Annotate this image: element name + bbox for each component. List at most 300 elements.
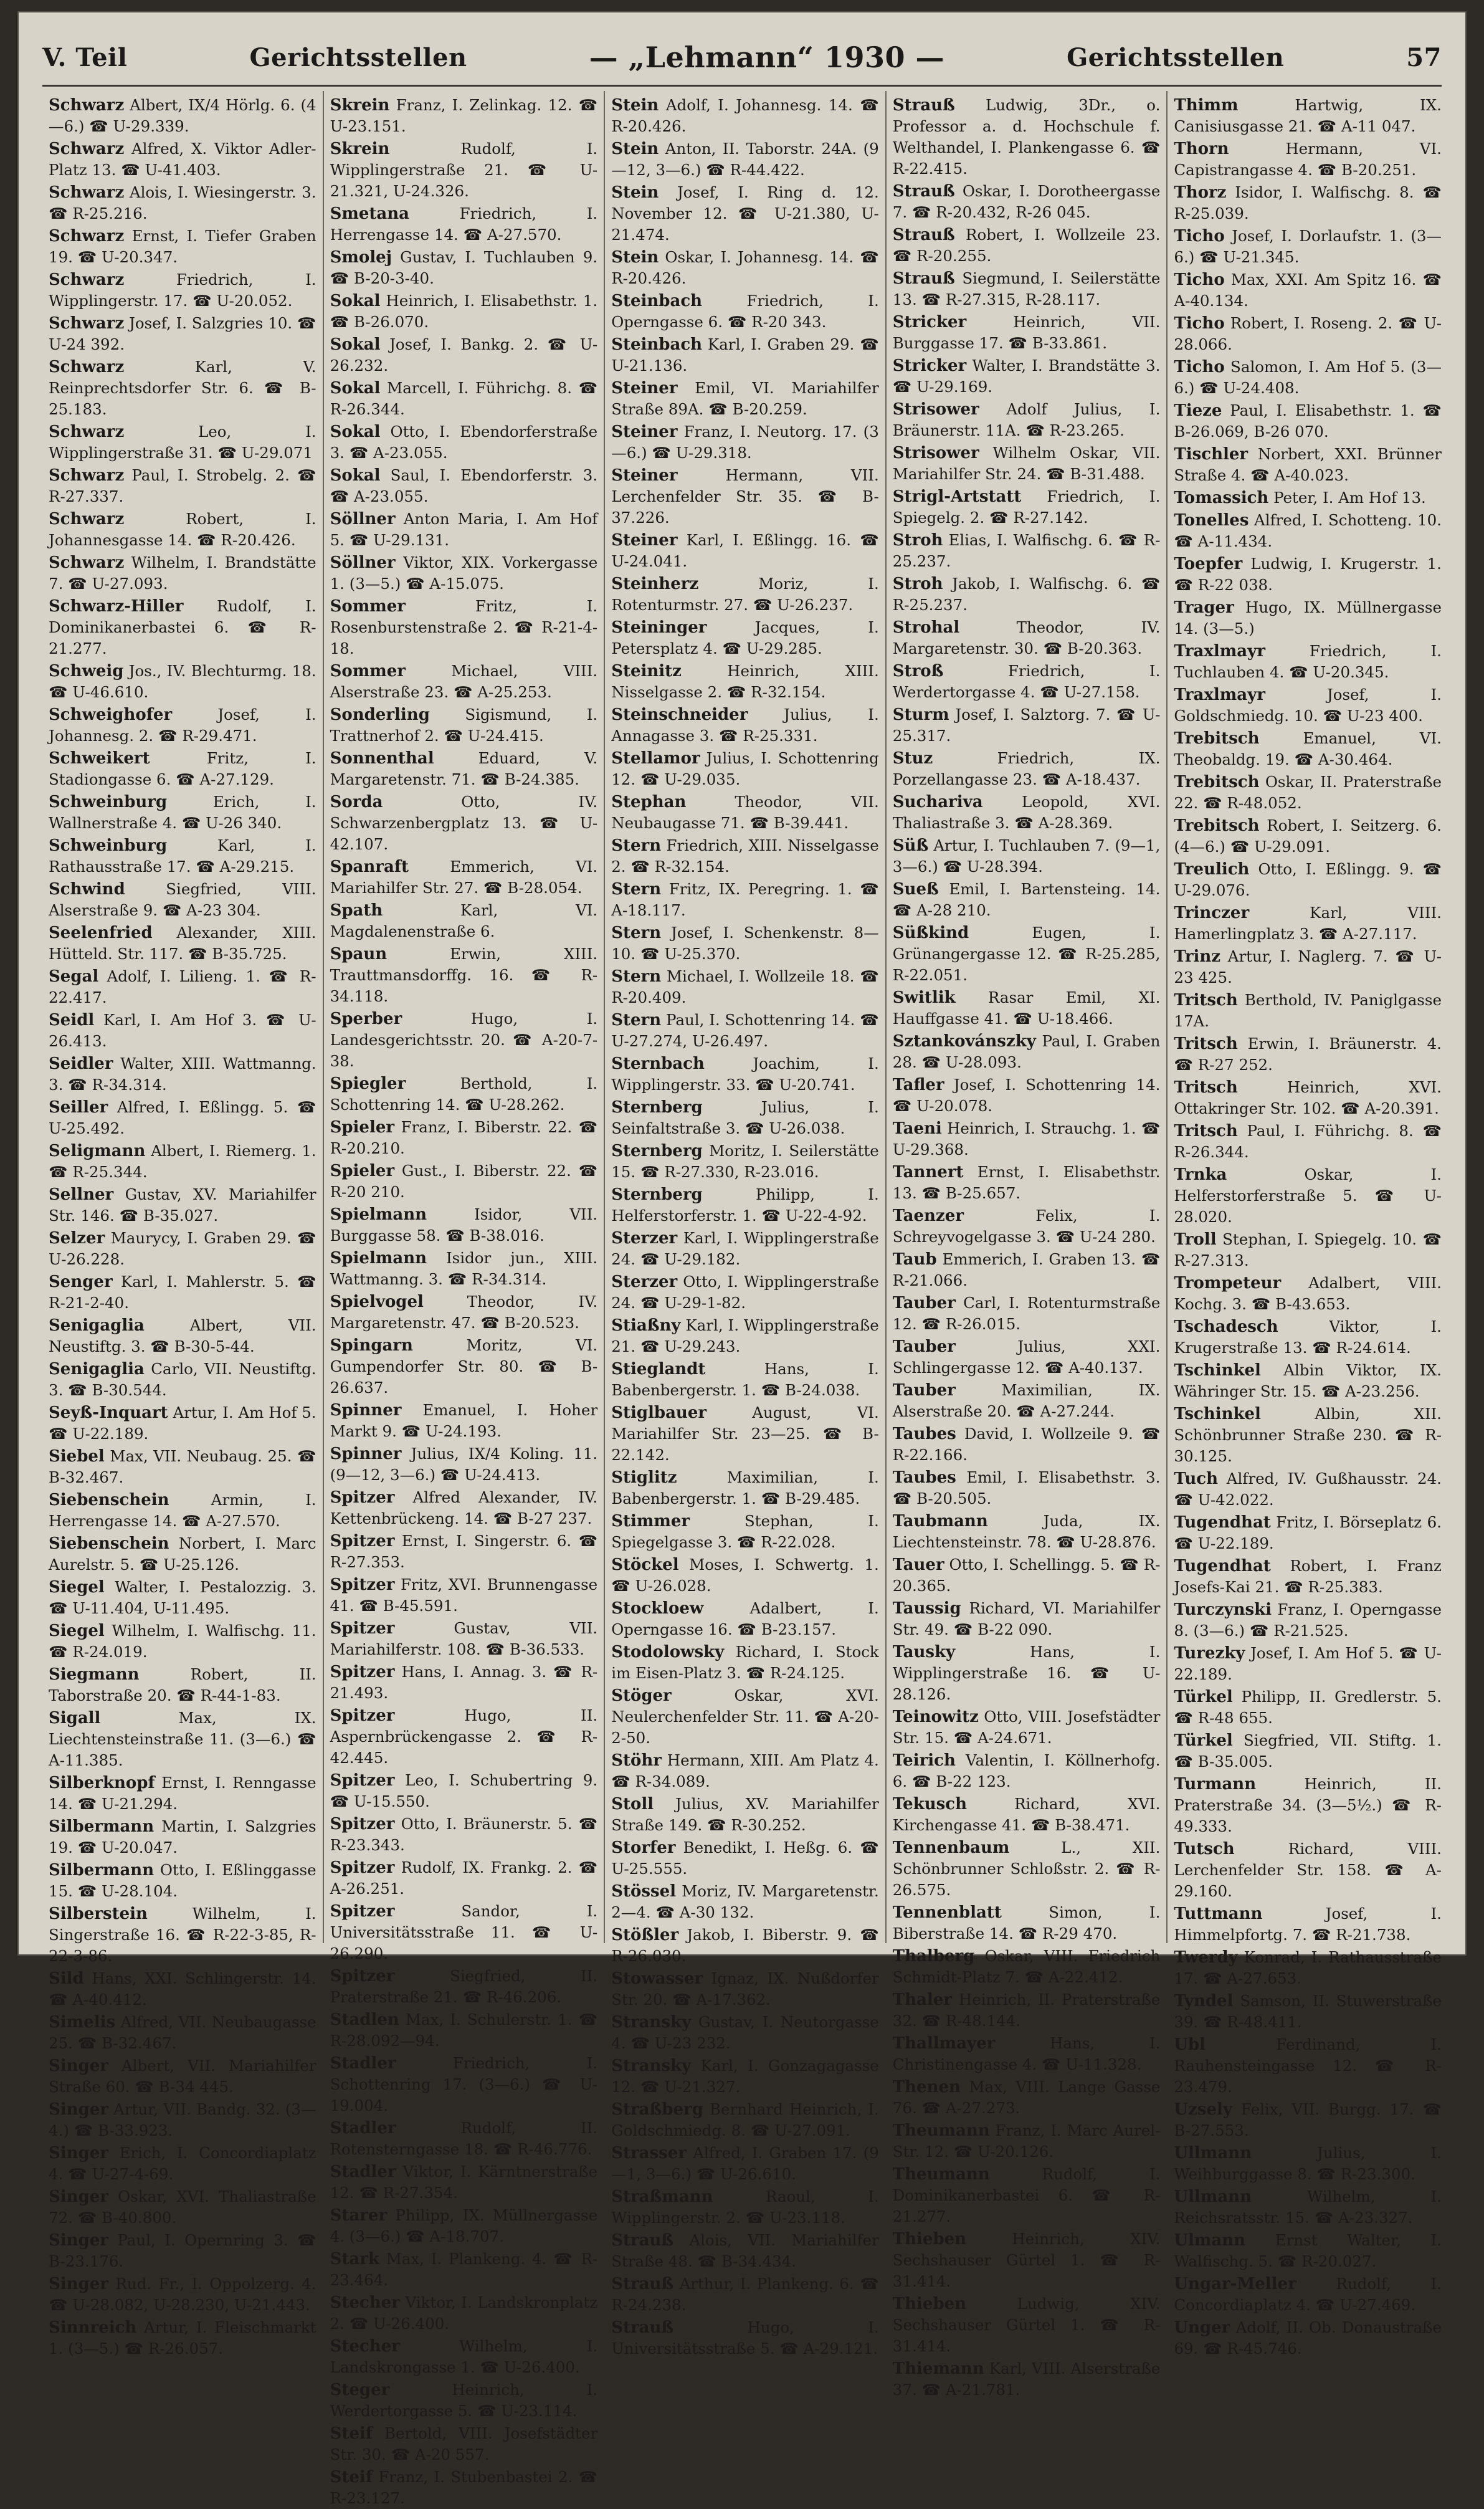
entry-surname: Söllner	[330, 553, 396, 572]
entry-surname: Turmann	[1174, 1775, 1257, 1794]
entry-surname: Thalberg	[892, 1947, 975, 1966]
entry-surname: Schwarz	[49, 96, 125, 115]
entry-details: Siegfried, II. Praterstraße 21. ☎ R-46.206.	[330, 1967, 598, 2006]
entry-details: Fritz, XVI. Brunnengasse 41. ☎ B-45.591.	[330, 1575, 598, 1615]
directory-entry	[330, 661, 598, 703]
directory-entry	[330, 2379, 598, 2422]
entry-details: Franz, I. Stubenbastei 2. ☎ R-23.127.	[330, 2468, 598, 2507]
entry-details: Oskar, XVI. Thaliastraße 72. ☎ B-40.800.	[49, 2187, 316, 2227]
directory-entry	[1174, 444, 1442, 486]
directory-entry	[49, 226, 316, 268]
entry-surname: Thorn	[1174, 140, 1229, 158]
directory-entry	[330, 1901, 598, 1964]
directory-entry	[330, 1661, 598, 1704]
directory-entry	[893, 399, 1161, 441]
directory-entry	[611, 1642, 879, 1684]
entry-surname: Tauber	[892, 1381, 956, 1400]
directory-entry	[1174, 990, 1442, 1032]
entry-details: Sandor, I. Universitätsstraße 11. ☎ U-26.290.	[330, 1902, 598, 1962]
entry-details: Leo, I. Schubertring 9. ☎ U-15.550.	[330, 1771, 598, 1810]
entry-details: Konrad, I. Rathausstraße 17. ☎ A-27.653.	[1174, 1948, 1442, 1987]
directory-entry	[1174, 1947, 1442, 1989]
directory-entry	[1174, 1643, 1442, 1685]
entry-details: Otto, I. Bräunerstr. 5. ☎ R-23.343.	[330, 1815, 598, 1854]
entry-surname: Spitzer	[330, 1532, 395, 1551]
entry-surname: Trager	[1174, 598, 1234, 617]
directory-entry	[611, 879, 879, 921]
entry-details: Rudolf, I. Dominikanerbastei 6. ☎ R-21.277.	[49, 597, 316, 657]
directory-entry	[1174, 1273, 1442, 1315]
entry-details: Karl, V. Reinprechtsdorfer Str. 6. ☎ B-25.183.	[49, 358, 316, 418]
entry-surname: Sperber	[330, 1010, 402, 1028]
entry-details: Albin Viktor, IX. Währinger Str. 15. ☎ A-23.256.	[1174, 1361, 1442, 1400]
directory-entry	[330, 1770, 598, 1812]
entry-surname: Spieler	[330, 1162, 395, 1180]
entry-details: Friedrich, I. Operngasse 6. ☎ R-20 343.	[611, 292, 879, 331]
entry-surname: Türkel	[1174, 1688, 1233, 1706]
entry-surname: Tugendhat	[1174, 1513, 1271, 1532]
entry-surname: Skrein	[330, 96, 390, 115]
entry-surname: Stein	[611, 183, 659, 202]
directory-entry	[1174, 684, 1442, 727]
entry-surname: Silbermann	[49, 1817, 155, 1836]
entry-details: Michael, I. Wollzeile 18. ☎ R-20.409.	[611, 967, 879, 1006]
column-4	[887, 91, 1168, 2399]
entry-surname: Sinnreich	[49, 2318, 137, 2337]
directory-entry	[330, 2423, 598, 2465]
entry-surname: Stadler	[330, 2054, 396, 2073]
entry-surname: Tennenbaum	[892, 1838, 1010, 1857]
entry-surname: Stellamor	[611, 749, 700, 768]
entry-details: Stephan, I. Spiegelgasse 3. ☎ R-22.028.	[611, 1512, 879, 1551]
entry-details: Theodor, IV. Margaretenstr. 30. ☎ B-20.363.	[892, 618, 1161, 657]
directory-entry	[893, 1750, 1161, 1792]
directory-entry	[893, 2076, 1161, 2119]
entry-details: Ignaz, IX. Nußdorfer Str. 20. ☎ A-17.362.	[611, 1969, 879, 2009]
entry-surname: Ticho	[1174, 314, 1225, 333]
directory-entry	[611, 1554, 879, 1597]
entry-details: Heinrich, II. Praterstraße 34. (3—5½.) ☎ R-49.333.	[1174, 1775, 1442, 1835]
entry-surname: Silberknopf	[49, 1774, 155, 1792]
entry-surname: Stiglbauer	[611, 1403, 707, 1422]
entry-details: Oskar, I. Helferstorferstraße 5. ☎ U-28.020.	[1174, 1165, 1442, 1226]
directory-entry	[611, 2273, 879, 2316]
entry-details: Otto, I. Schellingg. 5. ☎ R-20.365.	[892, 1556, 1161, 1595]
entry-surname: Trebitsch	[1174, 729, 1260, 748]
entry-details: Franz, I. Operngasse 8. (3—6.) ☎ R-21.525.	[1174, 1600, 1442, 1640]
entry-surname: Tuttmann	[1174, 1904, 1263, 1923]
entry-details: Erich, I. Concordiaplatz 4. ☎ U-27-4-69.	[49, 2144, 316, 2183]
entry-surname: Tafler	[892, 1076, 944, 1094]
directory-entry	[330, 2467, 598, 2509]
entry-surname: Trebitsch	[1174, 773, 1260, 791]
entry-details: Heinrich, I. Strauchg. 1. ☎ U-29.368.	[892, 1119, 1161, 1159]
directory-entry	[330, 1204, 598, 1246]
entry-details: Bernhard Heinrich, I. Goldschmiedg. 8. ☎ U-27.091.	[611, 2100, 879, 2139]
entry-details: Max, VII. Neubaug. 25. ☎ B-32.467.	[49, 1447, 316, 1486]
entry-surname: Stiglitz	[611, 1468, 677, 1487]
entry-surname: Spitzer	[330, 1967, 395, 1986]
entry-surname: Stecher	[330, 2293, 400, 2312]
entry-details: Josef, I. Ring d. 12. November 12. ☎ U-21.380, U-21.474.	[611, 183, 879, 244]
entry-surname: Stern	[611, 880, 662, 899]
entry-surname: Thallmayer	[892, 2034, 996, 2053]
running-title-left: Gerichtsstellen	[249, 42, 467, 72]
directory-entry	[1174, 95, 1442, 137]
directory-entry	[893, 1794, 1161, 1836]
entry-details: Siegfried, VII. Stiftg. 1. ☎ B-35.005.	[1174, 1731, 1442, 1771]
directory-entry	[893, 1467, 1161, 1509]
entry-details: Emanuel, VI. Theobaldg. 19. ☎ A-30.464.	[1174, 729, 1442, 768]
entry-surname: Tauber	[892, 1294, 956, 1312]
directory-entry	[611, 1968, 879, 2010]
directory-entry	[893, 791, 1161, 834]
directory-entry	[49, 704, 316, 747]
entry-surname: Silbermann	[49, 1861, 155, 1880]
entry-details: Theodor, IV. Margaretenstr. 47. ☎ B-20.523.	[330, 1293, 598, 1332]
directory-entry	[1174, 1164, 1442, 1228]
entry-surname: Tritsch	[1174, 1122, 1238, 1140]
entry-surname: Sueß	[892, 880, 939, 899]
directory-entry	[49, 2230, 316, 2272]
entry-surname: Steinschneider	[611, 705, 748, 724]
entry-details: Anton Maria, I. Am Hof 5. ☎ U-29.131.	[330, 510, 598, 549]
entry-details: Josef, I. Johannesg. 2. ☎ R-29.471.	[49, 705, 316, 745]
entry-details: Hans, I. Christinengasse 4. ☎ U-11.328.	[892, 2034, 1161, 2073]
directory-entry	[49, 1708, 316, 1771]
directory-entry	[611, 1402, 879, 1466]
entry-details: Stephan, I. Spiegelg. 10. ☎ R-27.313.	[1174, 1230, 1442, 1269]
directory-entry	[1174, 2186, 1442, 2229]
entry-details: Richard, I. Stock im Eisen-Platz 3. ☎ R-24.125.	[611, 1643, 879, 1682]
entry-surname: Strisower	[892, 444, 979, 462]
entry-surname: Singer	[49, 2187, 108, 2206]
entry-details: Julius, I. Seinfaltstraße 3. ☎ U-26.038.	[611, 1098, 879, 1137]
entry-surname: Strohal	[892, 618, 960, 637]
entry-surname: Selzer	[49, 1229, 105, 1248]
entry-details: Moriz, I. Rotenturmstr. 27. ☎ U-26.237.	[611, 575, 879, 614]
entry-details: Richard, XVI. Kirchengasse 41. ☎ B-38.471.	[892, 1795, 1161, 1834]
entry-details: Franz, I. Marc Aurel-Str. 12. ☎ U-20.126.	[892, 2121, 1161, 2161]
entry-surname: Strisower	[892, 400, 979, 419]
entry-surname: Sommer	[330, 597, 406, 616]
entry-surname: Stark	[330, 2250, 379, 2268]
entry-details: Robert, II. Taborstraße 20. ☎ R-44-1-83.	[49, 1665, 316, 1704]
entry-details: Norbert, XXI. Brünner Straße 4. ☎ A-40.023.	[1174, 445, 1442, 484]
directory-entry	[330, 900, 598, 942]
entry-details: Wilhelm, I. Walfischg. 11. ☎ R-24.019.	[49, 1622, 316, 1661]
directory-entry	[330, 2053, 598, 2116]
entry-details: Gustav, XV. Mariahilfer Str. 146. ☎ B-35.027.	[49, 1185, 316, 1225]
entry-details: Alfred, X. Viktor Adler-Platz 13. ☎ U-41.403.	[49, 140, 316, 179]
entry-surname: Stadlen	[330, 2010, 399, 2029]
entry-details: Adolf, I. Johannesg. 14. ☎ R-20.426.	[611, 96, 879, 135]
entry-details: Franz, I. Zelinkag. 12. ☎ U-23.151.	[330, 96, 598, 135]
entry-details: Erich, I. Wallnerstraße 4. ☎ U-26 340.	[49, 793, 316, 832]
entry-details: Hugo, I. Landesgerichtsstr. 20. ☎ A-20-7-38.	[330, 1010, 598, 1070]
entry-details: Friedrich, I. Tuchlauben 4. ☎ U-20.345.	[1174, 642, 1442, 681]
directory-entry	[49, 356, 316, 420]
entry-details: Felix, I. Schreyvogelgasse 3. ☎ U-24 280.	[892, 1207, 1161, 1246]
entry-details: Oskar, I. Dorotheergasse 7. ☎ R-20.432, R-26 045.	[892, 182, 1161, 221]
directory-entry	[330, 944, 598, 1007]
directory-entry	[611, 2055, 879, 2098]
entry-details: Karl, VIII. Hamerlingplatz 3. ☎ A-27.117.	[1174, 904, 1442, 943]
entry-details: Marcell, I. Führichg. 8. ☎ R-26.344.	[330, 379, 598, 418]
entry-details: Siegmund, I. Seilerstätte 13. ☎ R-27.315, R-28.117.	[892, 269, 1161, 308]
entry-details: Josef, I. Salztorg. 7. ☎ U-25.317.	[892, 705, 1161, 745]
entry-details: Heinrich, XIII. Nisselgasse 2. ☎ R-32.154.	[611, 662, 879, 701]
entry-surname: Schwarz	[49, 358, 125, 376]
directory-entry	[1174, 728, 1442, 770]
entry-surname: Tieze	[1174, 401, 1222, 420]
entry-details: Max, I. Plankeng. 4. ☎ R-23.464.	[330, 2250, 598, 2289]
directory-entry	[1174, 902, 1442, 945]
entry-surname: Steinbach	[611, 335, 703, 354]
directory-entry	[330, 2249, 598, 2291]
entry-surname: Seyß-Inquart	[49, 1403, 168, 1422]
directory-entry	[893, 1554, 1161, 1597]
entry-details: Hans, I. Wipplingerstraße 16. ☎ U-28.126.	[892, 1643, 1161, 1703]
entry-surname: Simelis	[49, 2013, 116, 2032]
directory-entry	[893, 1642, 1161, 1705]
directory-entry	[330, 2009, 598, 2052]
entry-surname: Traxlmayr	[1174, 642, 1265, 661]
entry-surname: Strauß	[892, 269, 955, 288]
entry-details: Heinrich, II. Praterstraße 32. ☎ R-48.144.	[892, 1990, 1161, 2030]
entry-details: Karl, VIII. Alserstraße 37. ☎ A-21.781.	[892, 2359, 1161, 2399]
entry-surname: Sommer	[330, 662, 406, 681]
entry-details: Oskar, I. Johannesg. 14. ☎ R-20.426.	[611, 248, 879, 287]
directory-entry	[1174, 1229, 1442, 1271]
directory-entry	[611, 1685, 879, 1749]
entry-surname: Senigaglia	[49, 1316, 145, 1335]
entry-surname: Steiner	[611, 423, 678, 441]
directory-entry	[1174, 1512, 1442, 1554]
entry-details: Max, IX. Liechtensteinstraße 11. (3—6.) ☎ A-11.385.	[49, 1709, 316, 1769]
directory-entry	[893, 1423, 1161, 1466]
directory-entry	[893, 1162, 1161, 1204]
entry-surname: Stern	[611, 836, 662, 855]
entry-details: Emil, VI. Mariahilfer Straße 89A. ☎ B-20.259.	[611, 379, 879, 418]
entry-details: Wilhelm, I. Singerstraße 16. ☎ R-22-3-85, R-22-3-86.	[49, 1904, 316, 1965]
entry-details: Rudolf, I. Dominikanerbastei 6. ☎ R-21.277.	[892, 2165, 1161, 2225]
entry-surname: Sterzer	[611, 1229, 678, 1248]
entry-surname: Schwarz-Hiller	[49, 597, 184, 616]
directory-entry	[893, 355, 1161, 398]
entry-surname: Tannert	[892, 1163, 964, 1182]
directory-entry	[893, 835, 1161, 877]
entry-surname: Silberstein	[49, 1904, 148, 1923]
directory-entry	[1174, 1077, 1442, 1119]
entry-surname: Twerdy	[1174, 1948, 1238, 1967]
entry-details: Adalbert, I. Operngasse 16. ☎ B-23.157.	[611, 1599, 879, 1638]
entry-details: Rud. Fr., I. Oppolzerg. 4. ☎ U-28.082, U-28.230, U-21.443.	[49, 2275, 316, 2314]
directory-entry	[1174, 1903, 1442, 1946]
directory-entry	[1174, 510, 1442, 552]
entry-details: Oskar, XVI. Neulerchenfelder Str. 11. ☎ A-20-2-50.	[611, 1686, 879, 1747]
entry-surname: Stössel	[611, 1882, 677, 1901]
entry-details: L., XII. Schönbrunner Schloßstr. 2. ☎ R-26.575.	[892, 1838, 1161, 1899]
directory-entry	[1174, 641, 1442, 683]
entry-details: David, I. Wollzeile 9. ☎ R-22.166.	[892, 1425, 1161, 1464]
entry-surname: Thaler	[892, 1990, 952, 2009]
entry-surname: Süßkind	[892, 924, 969, 942]
entry-details: Hans, I. Babenbergerstr. 1. ☎ B-24.038.	[611, 1360, 879, 1399]
entry-details: Viktor, I. Landskronplatz 2. ☎ U-26.400.	[330, 2293, 598, 2333]
entry-details: Walter, I. Pestalozzig. 3. ☎ U-11.404, U-11.495.	[49, 1578, 316, 1617]
entry-details: Rudolf, I. Concordiaplatz 4. ☎ U-27.469.	[1174, 2275, 1442, 2314]
directory-entry	[330, 1814, 598, 1856]
directory-entry	[49, 1533, 316, 1575]
entry-surname: Stein	[611, 248, 659, 267]
entry-details: Adolf Julius, I. Bräunerstr. 11A. ☎ R-23.265.	[892, 400, 1161, 439]
directory-entry	[49, 1577, 316, 1619]
entry-surname: Siegmann	[49, 1665, 140, 1684]
directory-entry	[49, 1184, 316, 1226]
entry-details: Raoul, I. Wipplingerstr. 2. ☎ U-23.118.	[611, 2187, 879, 2227]
entry-surname: Tomassich	[1174, 489, 1269, 507]
directory-entry	[611, 138, 879, 181]
entry-surname: Steif	[330, 2424, 373, 2443]
entry-surname: Tritsch	[1174, 1035, 1238, 1053]
entry-surname: Stadler	[330, 2119, 396, 2138]
directory-entry	[49, 1664, 316, 1706]
entry-surname: Turezky	[1174, 1644, 1245, 1663]
entry-surname: Stein	[611, 96, 659, 115]
directory-entry	[893, 617, 1161, 659]
entry-details: Heinrich, XVI. Ottakringer Str. 102. ☎ A-20.391.	[1174, 1078, 1442, 1117]
entry-details: Philipp, IX. Müllnergasse 4. (3—6.) ☎ A-18.707.	[330, 2206, 598, 2245]
directory-entry	[611, 791, 879, 834]
directory-entry	[611, 704, 879, 747]
entry-details: Moritz, VI. Gumpendorfer Str. 80. ☎ B-26.637.	[330, 1336, 598, 1397]
directory-entry	[611, 1467, 879, 1509]
entry-details: Carlo, VII. Neustiftg. 3. ☎ B-30.544.	[49, 1360, 316, 1399]
directory-entry	[611, 378, 879, 420]
entry-surname: Seelenfried	[49, 924, 153, 942]
directory-entry	[49, 2273, 316, 2316]
entry-surname: Sonderling	[330, 705, 430, 724]
entry-details: Alfred, I. Schotteng. 10. ☎ A-11.434.	[1174, 511, 1442, 550]
directory-entry	[611, 2317, 879, 2359]
directory-entry	[330, 1160, 598, 1203]
directory-entry	[330, 1487, 598, 1529]
section-label: V. Teil	[42, 42, 128, 72]
entry-details: Jakob, I. Biberstr. 9. ☎ R-26.030.	[611, 1926, 879, 1965]
entry-surname: Schwarz	[49, 510, 125, 528]
entry-surname: Sokal	[330, 292, 381, 310]
directory-entry	[893, 486, 1161, 528]
entry-details: Artur, I. Fleischmarkt 1. (3—5.) ☎ R-26.057.	[49, 2318, 316, 2358]
directory-entry	[1174, 1686, 1442, 1729]
entry-surname: Spitzer	[330, 1488, 395, 1507]
directory-entry	[49, 182, 316, 224]
entry-surname: Steiner	[611, 379, 678, 398]
directory-entry	[330, 1574, 598, 1617]
entry-surname: Schwarz	[49, 553, 125, 572]
entry-surname: Steinbach	[611, 292, 703, 310]
entry-details: Josef, I. Schottenring 14. ☎ U-20.078.	[892, 1076, 1161, 1115]
directory-entry	[611, 835, 879, 877]
entry-surname: Smetana	[330, 204, 410, 223]
entry-details: Felix, VII. Burgg. 17. ☎ B-27.553.	[1174, 2100, 1442, 2139]
entry-details: Wilhelm, I. Reichsratsstr. 15. ☎ A-23.327.	[1174, 2187, 1442, 2227]
entry-surname: Seidler	[49, 1054, 113, 1073]
entry-details: Franz, I. Neutorg. 17. (3—6.) ☎ U-29.318.	[611, 423, 879, 462]
entry-details: Heinrich, XIV. Sechshauser Gürtel 1. ☎ R-31.414.	[892, 2230, 1161, 2290]
entry-surname: Sonnenthal	[330, 749, 434, 768]
directory-entry	[893, 530, 1161, 572]
directory-entry	[893, 1380, 1161, 1422]
entry-surname: Ticho	[1174, 358, 1225, 376]
entry-surname: Stöhr	[611, 1751, 662, 1770]
entry-details: Karl, I. Mahlerstr. 5. ☎ R-21-2-40.	[49, 1273, 316, 1312]
directory-entry	[611, 530, 879, 572]
entry-surname: Siebenschein	[49, 1491, 169, 1509]
entry-surname: Taubes	[892, 1468, 956, 1487]
entry-details: Albin, XII. Schönbrunner Straße 230. ☎ R-30.125.	[1174, 1405, 1442, 1465]
entry-surname: Trnka	[1174, 1165, 1227, 1184]
directory-entry	[893, 573, 1161, 616]
directory-entry	[611, 1315, 879, 1357]
directory-entry	[49, 1402, 316, 1445]
entry-details: Ernst, I. Tiefer Graben 19. ☎ U-20.347.	[49, 227, 316, 266]
entry-surname: Sternberg	[611, 1185, 703, 1204]
entry-details: Friedrich, IX. Porzellangasse 23. ☎ A-18.437.	[892, 749, 1161, 788]
entry-details: Hugo, IX. Müllnergasse 14. (3—5.)	[1174, 598, 1442, 638]
entry-details: Martin, I. Salzgries 19. ☎ U-20.047.	[49, 1817, 316, 1857]
directory-entry	[330, 1966, 598, 2008]
entry-details: Artur, VII. Bandg. 32. (3—4.) ☎ B-33.923.	[49, 2100, 316, 2139]
directory-entry	[330, 378, 598, 420]
entry-details: Otto, I. Eßlinggasse 15. ☎ U-28.104.	[49, 1861, 316, 1900]
entry-surname: Spitzer	[330, 1902, 395, 1921]
entry-surname: Strauß	[892, 182, 955, 201]
directory-entry	[1174, 772, 1442, 814]
entry-surname: Strigl-Artstatt	[892, 487, 1022, 506]
directory-entry	[893, 1074, 1161, 1117]
entry-surname: Tritsch	[1174, 991, 1238, 1010]
entry-details: Viktor, XIX. Vorkergasse 1. (3—5.) ☎ A-15.075.	[330, 553, 598, 593]
entry-details: Alois, I. Wiesingerstr. 3. ☎ R-25.216.	[49, 183, 316, 222]
directory-entry	[330, 290, 598, 333]
entry-surname: Tschadesch	[1174, 1317, 1278, 1336]
directory-entry	[1174, 2273, 1442, 2316]
entry-details: Juda, IX. Liechtensteinstr. 78. ☎ U-28.876.	[892, 1512, 1161, 1551]
directory-entry	[893, 95, 1161, 179]
directory-entry	[611, 1184, 879, 1226]
entry-details: Paul, I. Elisabethstr. 1. ☎ B-26.069, B-26 070.	[1174, 401, 1442, 441]
entry-surname: Schwarz	[49, 423, 125, 441]
directory-entry	[611, 748, 879, 790]
entry-details: Peter, I. Am Hof 13.	[1273, 489, 1426, 507]
entry-surname: Singer	[49, 2100, 108, 2119]
directory-entry	[49, 552, 316, 595]
entry-surname: Tauber	[892, 1337, 956, 1356]
entry-details: Maurycy, I. Graben 29. ☎ U-26.228.	[49, 1229, 316, 1268]
directory-entry	[49, 661, 316, 703]
entry-surname: Spinner	[330, 1401, 402, 1420]
entry-surname: Stroß	[892, 662, 944, 681]
entry-details: Maximilian, I. Babenbergerstr. 1. ☎ B-29.485.	[611, 1468, 879, 1508]
entry-surname: Steinherz	[611, 575, 699, 593]
entry-details: Robert, I. Johannesgasse 14. ☎ R-20.426.	[49, 510, 316, 549]
entry-surname: Spingarn	[330, 1336, 413, 1355]
directory-entry	[49, 1446, 316, 1488]
directory-entry	[49, 2055, 316, 2098]
directory-entry	[611, 617, 879, 659]
